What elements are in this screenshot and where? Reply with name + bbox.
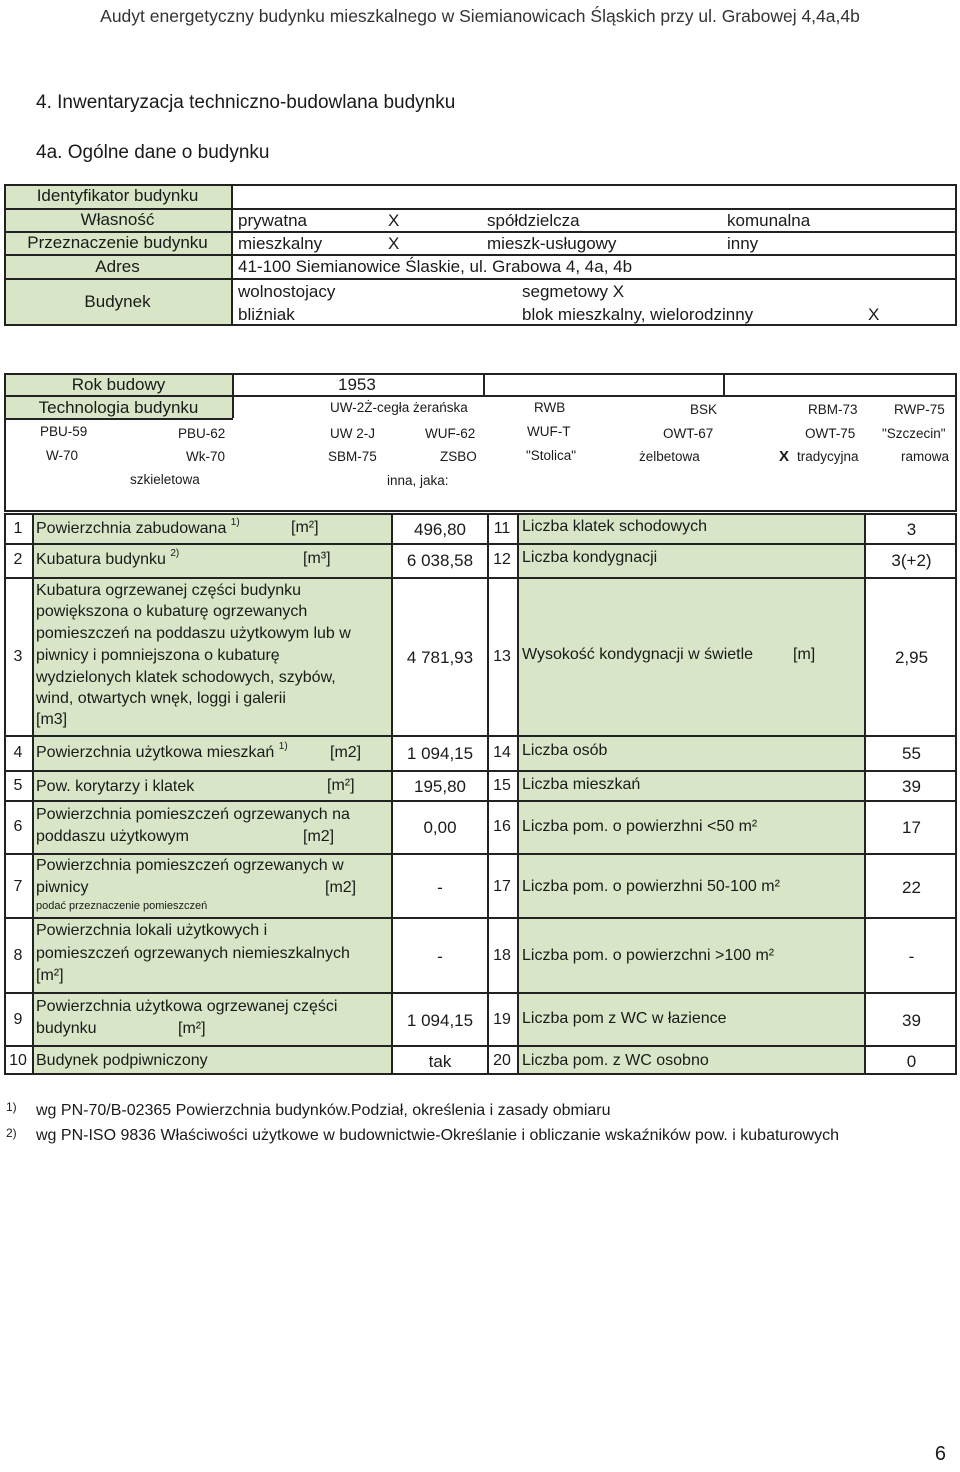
row-label-right: Liczba pom. o powierzchni >100 m²	[522, 947, 775, 964]
row-number: 1	[13, 520, 23, 537]
tech-option: tradycyjna	[797, 449, 859, 464]
row-label-line: Powierzchnia pomieszczeń ogrzewanych na	[36, 806, 350, 823]
tech-option: Wk-70	[186, 449, 226, 464]
tech-option: żelbetowa	[639, 449, 700, 464]
building-label: Budynek	[84, 292, 151, 311]
row-number-right: 12	[493, 551, 511, 568]
subsection-title: 4a. Ogólne dane o budynku	[36, 142, 270, 163]
row-number: 6	[13, 818, 23, 835]
row-label: Kubatura budynku $^{2)}$	[36, 548, 180, 568]
row-value-right: 39	[902, 1011, 921, 1030]
row-label-line: [m3]	[36, 711, 68, 728]
row-label-line: Powierzchnia pomieszczeń ogrzewanych w	[36, 857, 344, 874]
section-title: 4. Inwentaryzacja techniczno-budowlana budynku	[36, 92, 456, 113]
row-unit: [m²]	[327, 777, 355, 794]
tech-option: RWP-75	[894, 402, 945, 417]
row-value: 6 038,58	[406, 551, 474, 570]
row-value: 496,80	[414, 520, 466, 539]
row-number-right: 15	[493, 777, 511, 794]
purpose-residential-mark: X	[388, 234, 400, 253]
row-label: Pow. korytarzy i klatek	[36, 778, 195, 795]
row-value-right: 0	[906, 1052, 917, 1071]
row-unit: [m2]	[325, 879, 357, 896]
tech-option: RBM-73	[808, 402, 858, 417]
row-label-line: piwnicy i pomniejszona o kubaturę	[36, 647, 280, 664]
tech-option: OWT-67	[663, 426, 714, 441]
row-unit-right: [m]	[793, 646, 816, 663]
row-value: 4 781,93	[406, 648, 474, 667]
tech-option: inna, jaka:	[387, 473, 449, 488]
row-value: tak	[428, 1052, 452, 1071]
row-value: -	[437, 878, 443, 897]
row-label-line: budynku	[36, 1020, 97, 1037]
row-number-right: 18	[493, 947, 511, 964]
footnote-mark: 1)	[6, 1100, 17, 1114]
row-number: 2	[13, 551, 23, 568]
tech-option: SBM-75	[328, 449, 377, 464]
tech-option: W-70	[46, 448, 79, 463]
row-value-right: 3(+2)	[891, 551, 932, 570]
purpose-label: Przeznaczenie budynku	[27, 233, 208, 252]
row-label-line: powiększona o kubaturę ogrzewanych	[36, 603, 308, 620]
row-label-right: Liczba mieszkań	[522, 776, 641, 793]
tech-option: szkieletowa	[130, 472, 200, 487]
tech-option: UW-2Ż-cegła żerańska	[330, 400, 468, 415]
row-unit: [m2]	[303, 828, 335, 845]
year-value: 1953	[338, 375, 376, 394]
row-label-line: poddaszu użytkowym	[36, 828, 189, 845]
year-label: Rok budowy	[71, 375, 166, 394]
row-value-right: 2,95	[894, 648, 929, 667]
row-number-right: 17	[493, 878, 511, 895]
row-value-right: 22	[902, 878, 921, 897]
row-label-right: Liczba pom z WC w łazience	[522, 1010, 727, 1027]
row-value-right: -	[908, 947, 915, 966]
row-label-right: Liczba kondygnacji	[522, 549, 658, 566]
row-label-right: Liczba osób	[522, 742, 608, 759]
row-value: -	[437, 947, 443, 966]
row-value: 1 094,15	[406, 744, 474, 763]
row-label-line: pomieszczeń na poddaszu użytkowym lub w	[36, 625, 351, 642]
row-label: Powierzchnia zabudowana $^{1)}$	[36, 517, 240, 537]
row-label-right: Liczba pom. o powierzhni 50-100 m²	[522, 878, 780, 895]
ident-title: Identyfikator budynku	[36, 186, 199, 205]
row-label-line: pomieszczeń ogrzewanych niemieszkalnych	[36, 945, 350, 962]
row-unit: [m³]	[303, 550, 331, 567]
row-unit: [m²]	[178, 1020, 206, 1037]
row-unit: [m2]	[330, 744, 362, 761]
tech-option: BSK	[690, 402, 718, 417]
ownership-label: Własność	[80, 210, 155, 229]
footnote-mark: 2)	[6, 1126, 17, 1140]
footnote-text: wg PN-70/B-02365 Powierzchnia budynków.Podział, określenia i zasady obmiaru	[36, 1102, 611, 1119]
document-header: Audyt energetyczny budynku mieszkalnego w Siemianowicach Śląskich przy ul. Grabowej 4,4a,4b	[100, 6, 860, 26]
technology-label: Technologia budynku	[38, 398, 199, 417]
tech-option: WUF-T	[527, 424, 571, 439]
purpose-mixed: mieszk-usługowy	[487, 234, 617, 253]
row-value: 195,80	[414, 777, 466, 796]
ownership-municipal: komunalna	[727, 211, 811, 230]
tech-option: ZSBO	[440, 449, 477, 464]
row-number-right: 19	[493, 1011, 511, 1028]
page-number: 6	[934, 1443, 946, 1465]
row-label-right: Liczba pom. o powierzhni <50 m²	[522, 818, 758, 835]
ownership-cooperative: spółdzielcza	[487, 211, 580, 230]
row-value: 0,00	[423, 818, 457, 837]
address-label: Adres	[95, 257, 140, 276]
row-label-line: piwnicy	[36, 879, 89, 896]
row-number: 9	[13, 1011, 23, 1028]
row-number: 4	[13, 744, 23, 761]
row-value-right: 55	[902, 744, 921, 763]
row-value-right: 39	[902, 777, 921, 796]
row-note: podać przeznaczenie pomieszczeń	[36, 900, 208, 912]
tech-option: ramowa	[901, 449, 950, 464]
row-label-line: [m²]	[36, 967, 64, 984]
row-number-right: 16	[493, 818, 511, 835]
row-number: 5	[13, 777, 23, 794]
tech-option: "Stolica"	[526, 448, 577, 463]
row-label-line: Powierzchnia użytkowa ogrzewanej części	[36, 998, 338, 1015]
row-label-line: Powierzchnia lokali użytkowych i	[36, 922, 268, 939]
tech-option: OWT-75	[805, 426, 856, 441]
building-detached: wolnostojacy	[238, 282, 336, 301]
row-number-right: 13	[493, 648, 511, 665]
row-number-right: 11	[493, 520, 511, 537]
row-number: 8	[13, 947, 23, 964]
building-block-mark: X	[868, 305, 880, 324]
ownership-private-mark: X	[388, 211, 400, 230]
purpose-other: inny	[727, 234, 759, 253]
row-number-right: 20	[493, 1052, 511, 1069]
row-number: 10	[9, 1052, 27, 1069]
row-number: 3	[13, 648, 23, 665]
tech-option: PBU-59	[40, 424, 88, 439]
building-block: blok mieszkalny, wielorodzinny	[522, 305, 754, 324]
footnote-text: wg PN-ISO 9836 Właściwości użytkowe w budownictwie-Określanie i obliczanie wskaźników pow. i kubaturowych	[36, 1127, 839, 1144]
tech-option: PBU-62	[178, 426, 226, 441]
row-number-right: 14	[493, 744, 511, 761]
building-semidetached: bliźniak	[238, 305, 295, 324]
row-value-right: 3	[906, 520, 917, 539]
row-value: 1 094,15	[406, 1011, 474, 1030]
row-label-right: Liczba klatek schodowych	[522, 518, 707, 535]
row-label-line: wydzielonych klatek schodowych, szybów,	[36, 669, 336, 686]
ownership-private: prywatna	[238, 211, 307, 230]
address-value: 41-100 Siemianowice Ślaskie, ul. Grabowa 4, 4a, 4b	[238, 257, 633, 276]
row-label: Budynek podpiwniczony	[36, 1052, 208, 1069]
tech-option: UW 2-J	[330, 426, 375, 441]
row-label-line: Kubatura ogrzewanej części budynku	[36, 582, 302, 599]
row-label-line: wind, otwartych wnęk, loggi i galerii	[36, 690, 286, 707]
row-label-right: Liczba pom. z WC osobno	[522, 1052, 709, 1069]
building-segment: segmetowy X	[522, 282, 625, 301]
tech-selected-mark: X	[779, 448, 790, 465]
row-label: Powierzchnia użytkowa mieszkań $^{1)}$	[36, 741, 288, 761]
row-label-right: Wysokość kondygnacji w świetle	[522, 646, 754, 663]
row-number: 7	[13, 878, 23, 895]
tech-option: RWB	[534, 400, 566, 415]
tech-option: WUF-62	[425, 426, 476, 441]
tech-option: "Szczecin"	[882, 426, 946, 441]
row-value-right: 17	[902, 818, 921, 837]
purpose-residential: mieszkalny	[238, 234, 323, 253]
row-unit: [m²]	[291, 519, 319, 536]
